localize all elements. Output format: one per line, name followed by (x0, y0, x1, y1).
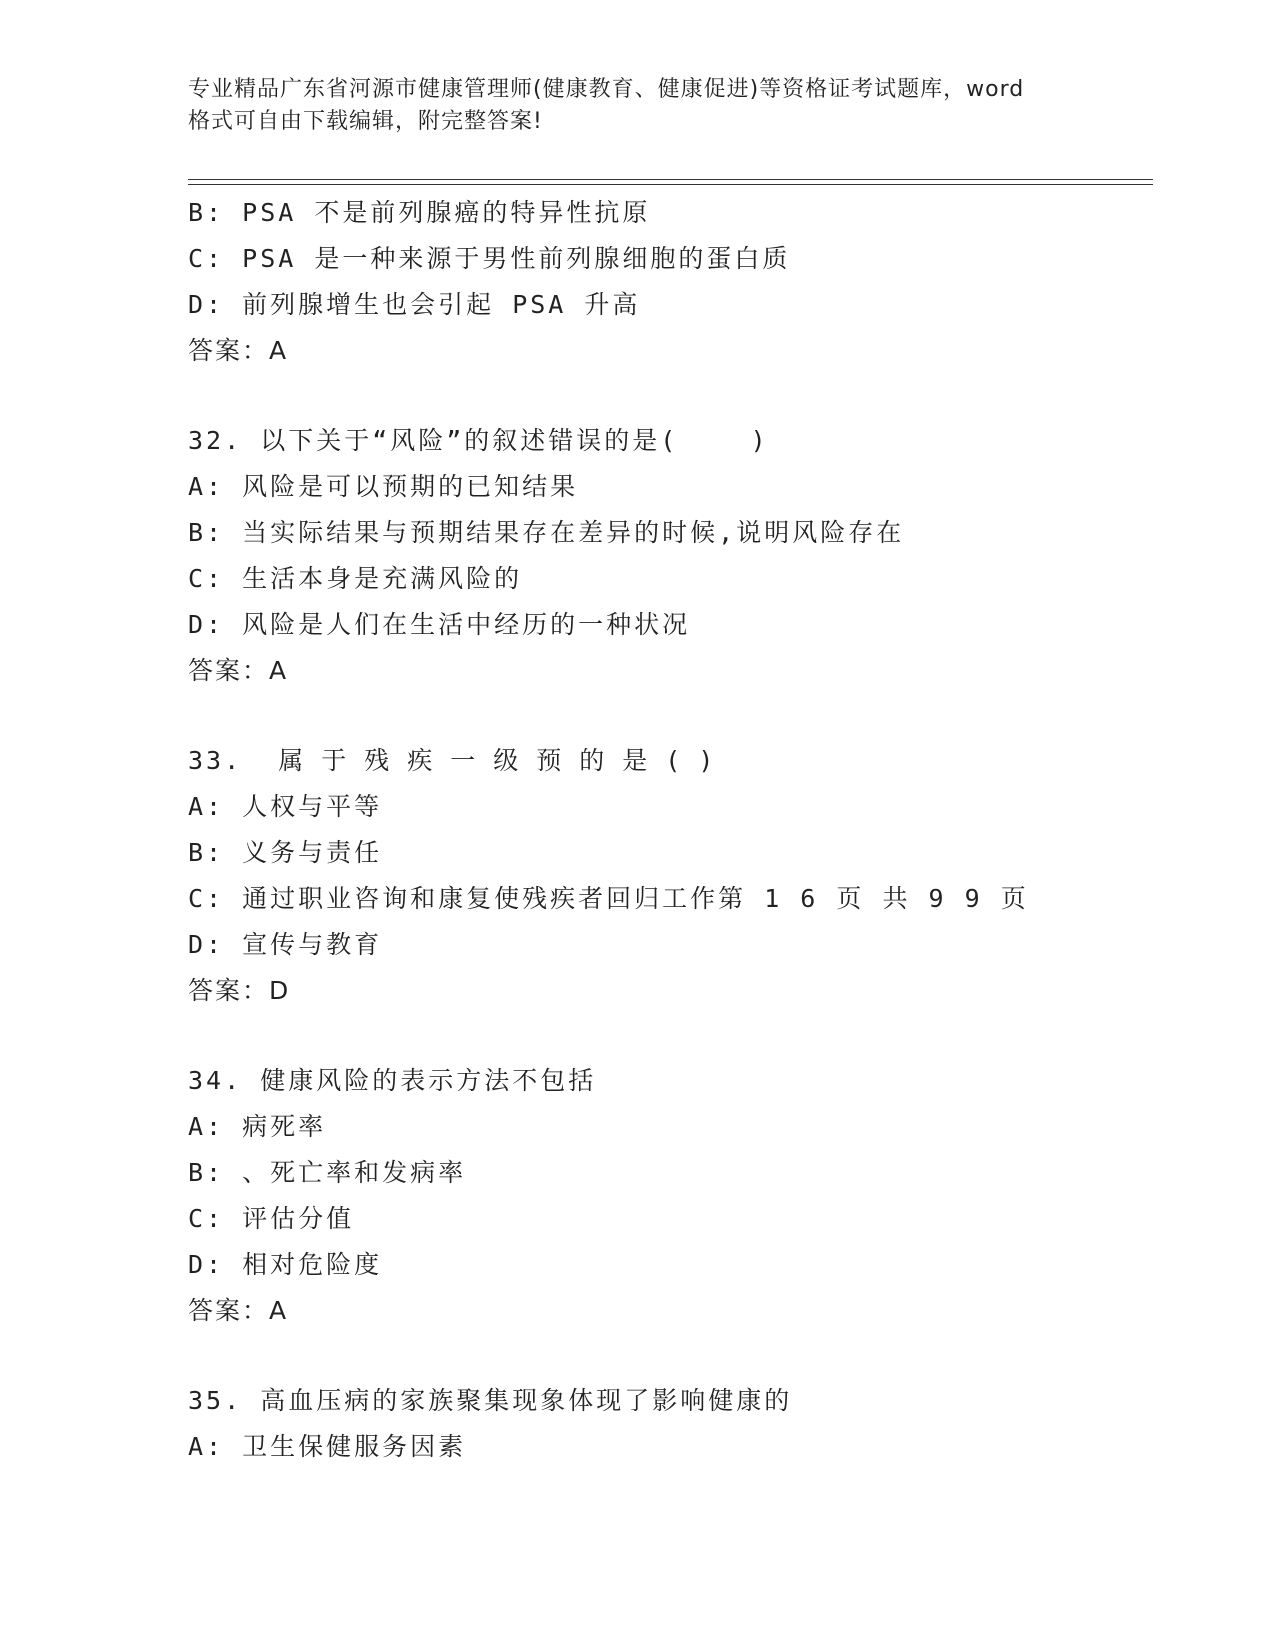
document-header (188, 74, 1088, 138)
question-32 (188, 418, 1153, 694)
answer: 答案：D (188, 976, 291, 1005)
spacer (188, 374, 1153, 418)
option-d: D: 前列腺增生也会引起 PSA 升高 (188, 290, 641, 319)
answer: 答案：A (188, 336, 289, 365)
option-d: D: 宣传与教育 (188, 930, 383, 959)
option-d: D: 风险是人们在生活中经历的一种状况 (188, 610, 691, 639)
spacer (188, 694, 1153, 738)
option-b: B: PSA 不是前列腺癌的特异性抗原 (188, 198, 651, 227)
option-a: A: 人权与平等 (188, 792, 383, 821)
header-rule-top (188, 179, 1153, 180)
question-34 (188, 1058, 1153, 1334)
option-b: B: 当实际结果与预期结果存在差异的时候,说明风险存在 (188, 518, 905, 547)
option-a: A: 卫生保健服务因素 (188, 1432, 467, 1461)
answer: 答案：A (188, 656, 289, 685)
question-31-continued (188, 190, 1153, 374)
option-c: C: PSA 是一种来源于男性前列腺细胞的蛋白质 (188, 244, 791, 273)
question-list (188, 190, 1153, 1470)
option-c: C: 评估分值 (188, 1204, 355, 1233)
option-a: A: 病死率 (188, 1112, 327, 1141)
header-line-2: 格式可自由下载编辑，附完整答案! (188, 109, 543, 134)
question-text: 32. 以下关于“风险”的叙述错误的是( ) (188, 426, 769, 455)
question-35 (188, 1378, 1153, 1470)
spacer (188, 1014, 1153, 1058)
option-a: A: 风险是可以预期的已知结果 (188, 472, 579, 501)
header-line-1: 专业精品广东省河源市健康管理师(健康教育、健康促进)等资格证考试题库，word (188, 77, 1025, 102)
question-number: 33. (188, 746, 243, 775)
question-33 (188, 738, 1153, 1014)
header-rule-bottom (188, 184, 1153, 185)
option-c: C: 生活本身是充满风险的 (188, 564, 523, 593)
question-text (188, 738, 1153, 784)
option-b: B: 义务与责任 (188, 838, 383, 867)
option-d: D: 相对危险度 (188, 1250, 383, 1279)
question-text: 34. 健康风险的表示方法不包括 (188, 1066, 597, 1095)
option-b: B: 、死亡率和发病率 (188, 1158, 467, 1187)
answer: 答案：A (188, 1296, 289, 1325)
spacer (188, 1334, 1153, 1378)
option-c: C: 通过职业咨询和康复使残疾者回归工作第 1 6 页 共 9 9 页 (188, 884, 1029, 913)
question-stem: 属于残疾一级预的是() (278, 746, 732, 775)
question-text: 35. 高血压病的家族聚集现象体现了影响健康的 (188, 1386, 793, 1415)
